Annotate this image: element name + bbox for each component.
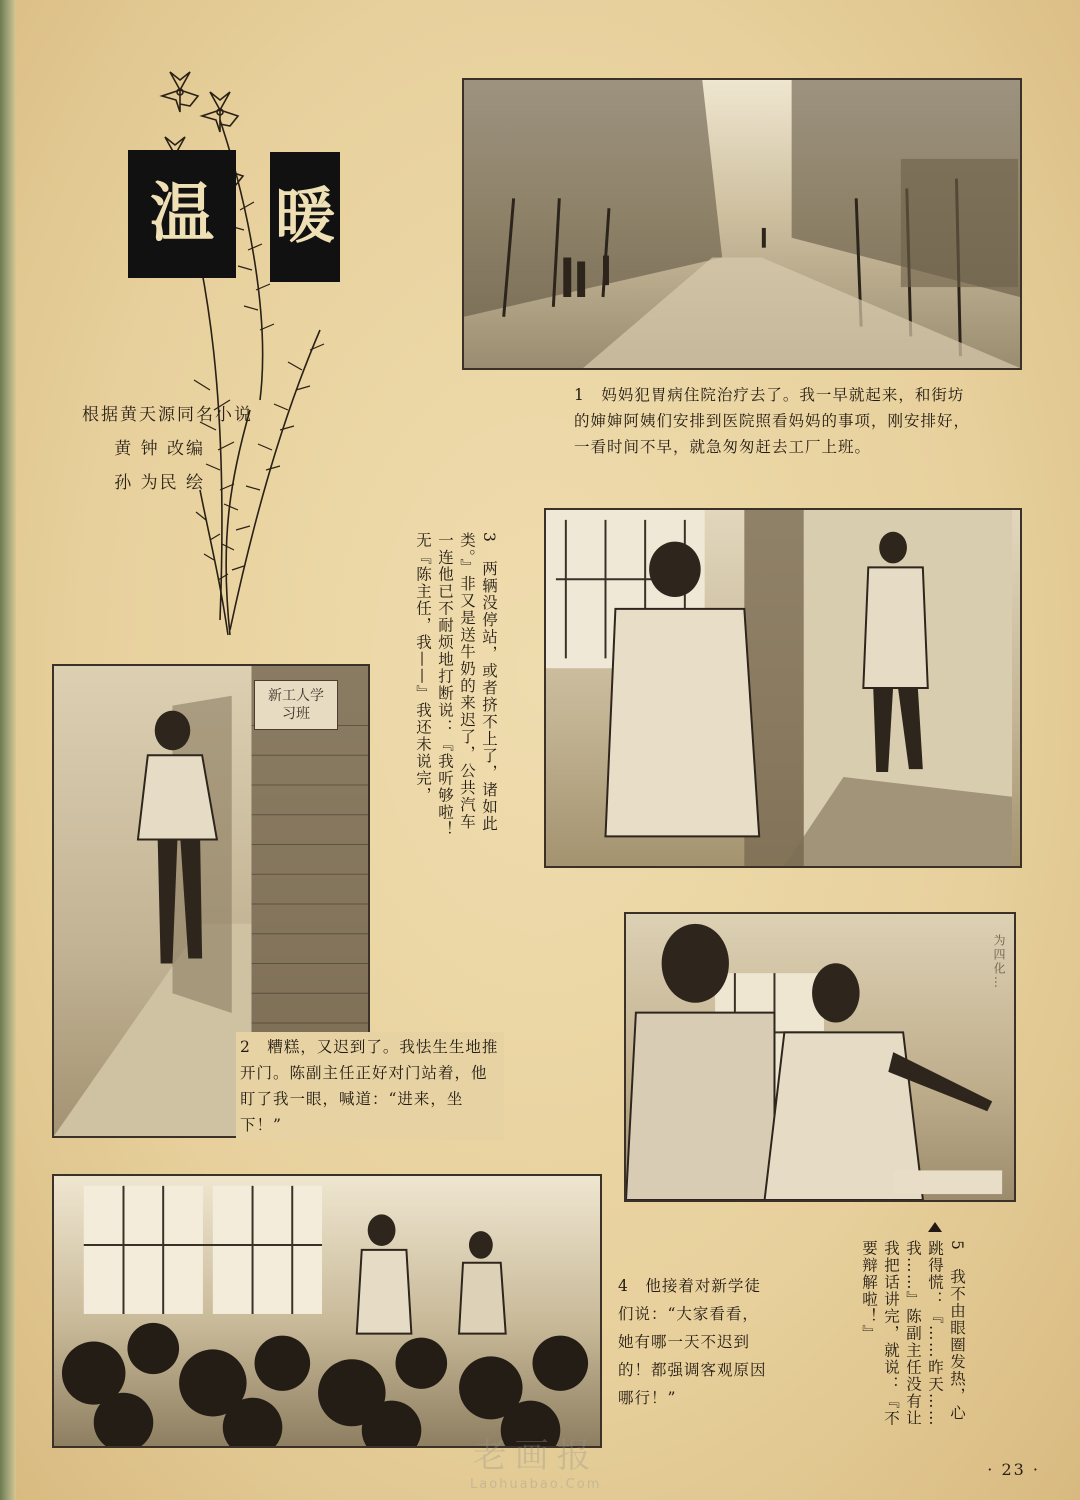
- panel-1-caption: 1 妈妈犯胃病住院治疗去了。我一早就起来，和街坊的婶婶阿姨们安排到医院照看妈妈的事项，刚安排好，一看时间不早，就急匆匆赶去工厂上班。: [574, 386, 971, 456]
- watermark-url: Laohuabao.Com: [470, 1477, 602, 1492]
- watermark: [470, 1428, 601, 1492]
- panel-4-caption: 4 他接着对新学徒们说：“大家看看，她有哪一天不迟到的！都强调客观原因哪行！”: [618, 1277, 767, 1407]
- panel-5-wall-banner: 为四化…: [992, 934, 1006, 990]
- panel-2-caption: 2 糟糕，又迟到了。我怯生生地推开门。陈副主任正好对门站着，他盯了我一眼，喊道：“进来，坐下！”: [236, 1032, 504, 1140]
- panel-5-pointer-triangle: [928, 1222, 942, 1232]
- credit-source: 根据黄天源同名小说: [82, 405, 253, 425]
- panel-5-confrontation-illustration: [624, 912, 1016, 1202]
- credit-adapter: 黄 钟 改编: [114, 439, 205, 459]
- title-char-2: 暖: [270, 152, 340, 282]
- page-spine: [0, 0, 16, 1500]
- watermark-cn: 老画报: [472, 1436, 599, 1476]
- credit-artist: 孙 为民 绘: [114, 473, 205, 493]
- flower-decoration: [120, 60, 350, 640]
- title-char-1: 温: [128, 150, 236, 278]
- panel-5-caption: 5 我不由眼圈发热，心跳得慌：『……昨天……我……』陈副主任没有让我把话讲完，就说：『不要辩解啦！』: [860, 1240, 966, 1427]
- credits-block: [82, 398, 253, 500]
- panel-4-classroom-illustration: [52, 1174, 602, 1448]
- panel-3-caption: 3 两辆没停站，或者挤不上了，诸如此类。』非又是送牛奶的来迟了，公共汽车一连他已不耐烦地打断说：『我听够啦！无『陈主任，我——』我还未说完，: [414, 532, 498, 838]
- panel-3-office-illustration: [544, 508, 1022, 868]
- panel-1-street-illustration: [462, 78, 1022, 370]
- panel-2-sign: 新工人学习班: [254, 680, 338, 730]
- page-number: · 23 ·: [987, 1460, 1040, 1479]
